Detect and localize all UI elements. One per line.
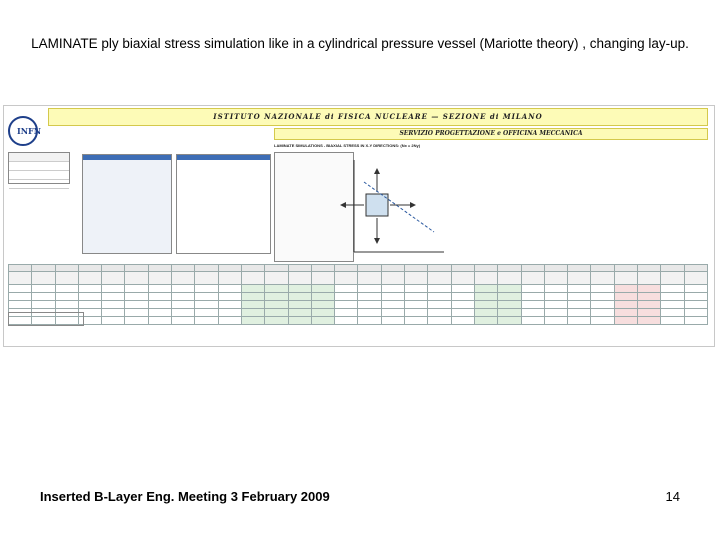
legend-box [8,312,84,326]
logo-text: INFN [17,126,42,136]
results-dialog [176,154,271,254]
stress-diagram [334,152,454,262]
page-number: 14 [665,489,680,504]
simulation-header: LAMINATE SIMULATIONS - BIAXIAL STRESS IN X-Y DIRECTIONS: (Nx = 2Ny) [274,143,421,148]
service-header: SERVIZIO PROGETTAZIONE e OFFICINA MECCANICA [274,128,708,140]
institute-header: ISTITUTO NAZIONALE di FISICA NUCLEARE — SEZIONE di MILANO [48,108,708,126]
results-table [8,264,708,325]
properties-dialog [82,154,172,254]
slide-title: LAMINATE ply biaxial stress simulation like in a cylindrical pressure vessel (Mariotte theory) , changing lay-up. [31,36,689,51]
slide-footer: Inserted B-Layer Eng. Meeting 3 February 2009 [40,489,330,504]
spreadsheet-screenshot [3,105,715,347]
infn-logo [8,116,42,146]
parameters-box [8,152,70,184]
